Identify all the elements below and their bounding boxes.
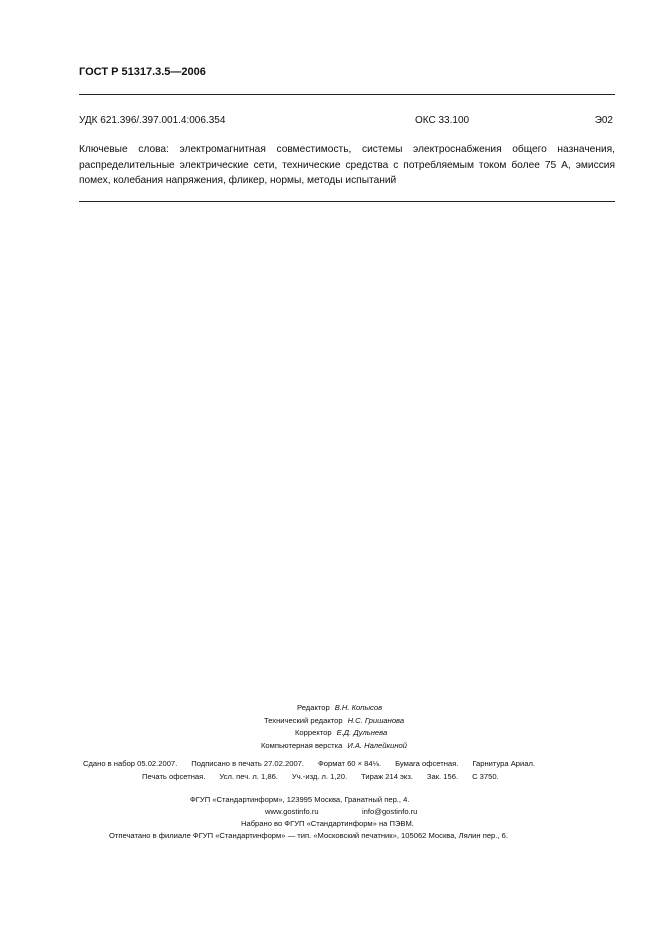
set-date: Сдано в набор 05.02.2007. bbox=[83, 759, 178, 768]
udk-code: УДК 621.396/.397.001.4:006.354 bbox=[79, 115, 226, 126]
order-number: Зак. 156. bbox=[426, 772, 459, 781]
classification-row bbox=[79, 115, 615, 129]
credit-person: В.Н. Копысов bbox=[334, 703, 383, 712]
print-type: Печать офсетная. bbox=[142, 772, 206, 781]
credit-person: Е.Д. Дульнева bbox=[336, 728, 388, 737]
credit-corrector bbox=[295, 727, 387, 740]
credit-role: Компьютерная верстка bbox=[261, 740, 343, 750]
publication-line-1 bbox=[83, 759, 535, 768]
signed-date: Подписано в печать 27.02.2007. bbox=[191, 759, 304, 768]
standard-designation: ГОСТ Р 51317.3.5—2006 bbox=[79, 66, 206, 78]
credit-layout bbox=[261, 740, 407, 753]
credit-role: Технический редактор bbox=[264, 715, 343, 725]
typeface: Гарнитура Ариал. bbox=[472, 759, 536, 768]
credit-tech-editor bbox=[264, 715, 404, 728]
bottom-rule bbox=[79, 201, 615, 202]
publication-line-2 bbox=[142, 772, 499, 781]
format: Формат 60 × 84⅛. bbox=[318, 759, 382, 768]
paper: Бумага офсетная. bbox=[395, 759, 459, 768]
uch-izd: Уч.-изд. л. 1,20. bbox=[291, 772, 348, 781]
publisher-website: www.gostinfo.ru bbox=[265, 807, 319, 816]
c-number: С 3750. bbox=[472, 772, 499, 781]
keywords-paragraph: Ключевые слова: электромагнитная совместимость, системы электроснабжения общего назначения, распределительные электрические сети, технические средства с потребляемым током более 75 А, эмиссия помех, колебания напряжения, фликер, нормы, методы испытаний bbox=[79, 144, 615, 186]
category-code: Э02 bbox=[594, 115, 613, 126]
publisher-address: ФГУП «Стандартинформ», 123995 Москва, Гранатный пер., 4. bbox=[190, 795, 410, 804]
tirazh: Тираж 214 экз. bbox=[361, 772, 413, 781]
typeset-note: Набрано во ФГУП «Стандартинформ» на ПЭВМ. bbox=[241, 819, 414, 828]
top-rule bbox=[79, 94, 615, 95]
printed-note: Отпечатано в филиале ФГУП «Стандартинформ» — тип. «Московский печатник», 105062 Москва, Лялин пер., 6. bbox=[109, 831, 508, 840]
credit-role: Редактор bbox=[297, 703, 330, 712]
usl-pech: Усл. печ. л. 1,86. bbox=[219, 772, 278, 781]
publisher-email: info@gostinfo.ru bbox=[362, 807, 418, 816]
credit-person: Н.С. Гришанова bbox=[347, 715, 405, 725]
credit-role: Корректор bbox=[295, 728, 332, 737]
credit-person: И.А. Налейкиной bbox=[347, 740, 407, 750]
oks-code: ОКС 33.100 bbox=[415, 115, 470, 126]
credit-editor bbox=[297, 702, 382, 715]
